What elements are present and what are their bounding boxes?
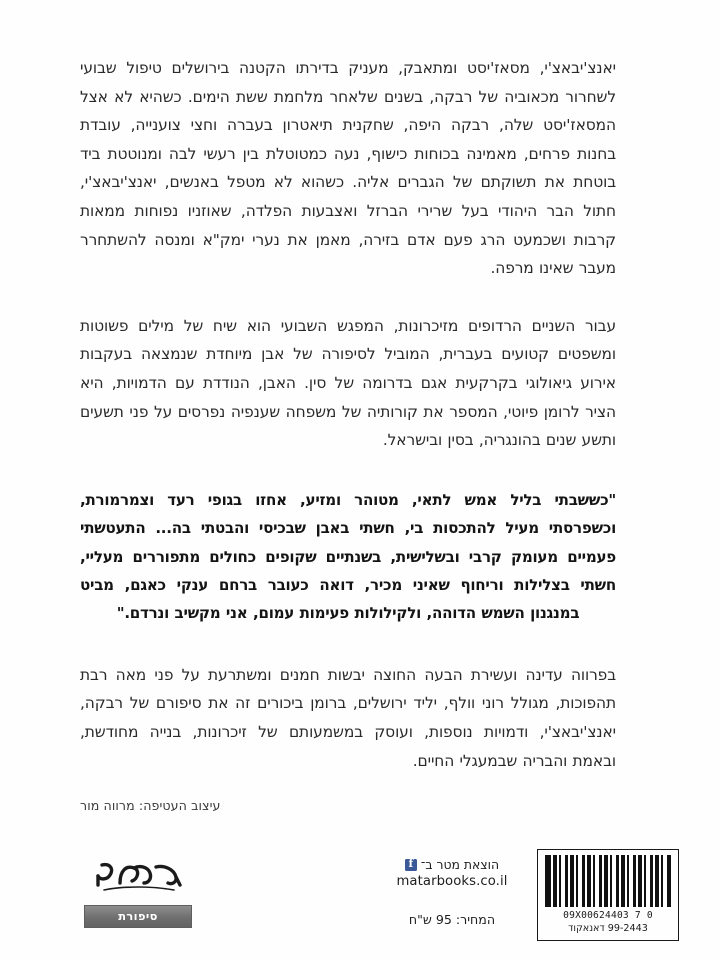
- publisher-logo-block: [72, 857, 204, 928]
- blurb-excerpt-quote: "כששבתי בליל אמש לתאי, מטוהר ומזיע, אחזו בגופי רעד וצמרמורת, וכשפרסתי מעיל להתכסות בי, חשתי באבן שבכיסי והבטתי בה... התעטשתי פעמיים מעומק קרבי ובשלישית, בשנתיים שקופים כחולים מתפוררים מעליי, חשתי בצלילות וריחוף שאיני מכיר, דואה כעובר ברחם ענקי כאגם, מביט במנגנון השמש הדוהה, ולקילולות פעימות עמום, אני מקשיב ונרדם.": [80, 490, 616, 623]
- matar-wordmark-logo: [72, 857, 204, 897]
- imprint-label-chip: סיפורת: [84, 905, 192, 928]
- barcode-block: [543, 855, 673, 934]
- blurb-text-block: [80, 54, 616, 775]
- publisher-facebook-label: הוצאת מטר ב־: [420, 857, 500, 872]
- blurb-paragraph-1: יאנצ'יבאצ'י, מסאז'יסט ומתאבק, מעניק בדירתו הקטנה בירושלים טיפול שבועי לשחרור מכאוביה של רבקה, בשנים שלאחר מלחמת ששת הימים. כשהיא לא אצל המסאז'יסט שלה, רבקה היפה, שחקנית תיאטרון בעברה וחצי צוענייה, עובדת בחנות פרחים, מאמינה בכוחות כישוף, נעה כמטוטלת בין רעשי לבה ומנוטטת ביד בוטחת את תשוקתם של הגברים אליה. כשהוא לא מטפל באנשים, יאנצ'יבאצ'י, חתול הבר היהודי בעל שרירי הברזל ואצבעות הפלדה, שאוזניו נפוחות ממאות קרבות ושכמעט הרג פעם אדם בזירה, מאמן את נערי ימק"א ומנסה להשתחרר מעבר שאינו מרפה.: [80, 59, 616, 278]
- blurb-paragraph-4: בפרווה עדינה ועשירת הבעה החוצה יבשות חמנים ומשתרעת על פני מאה רבת תהפוכות, מגולל רוני וולף, יליד ירושלים, ברומן ביכורים זה את סיפורם של רבקה, יאנצ'יבאצ'י, ודמויות נוספות, ועוסק במשמעותם של זיכרונות, בנייה מחודשת, ובאמת והבריה שבמעגלי החיים.: [80, 665, 616, 770]
- blurb-paragraph-2: עבור השניים הרדופים מזיכרונות, המפגש השבועי הוא שיח של מילים פשוטות ומשפטים קטועים בעברית, המוביל לסיפורה של אבן מיוחדת שנמצאה בעקבות אירוע גיאולוגי בקרקעית אגם בדרומה של סין. האבן, הנודדת עם הדמויות, היא הציר לרומן פיוטי, המספר את קורותיה של משפחה שענפיה נפרסים על פני תשעים ותשע שנים בהונגריה, בסין ובישראל.: [80, 316, 616, 450]
- publisher-facebook-line: [372, 857, 532, 872]
- barcode-number: 0 09X00624403 7: [563, 910, 653, 921]
- facebook-icon[interactable]: [405, 859, 417, 871]
- cover-designer-credit: עיצוב העטיפה: מרווה מור: [80, 798, 221, 813]
- publisher-website-link[interactable]: matarbooks.co.il: [396, 874, 508, 889]
- barcode-danacode: 99-2443 דאנאקוד: [568, 923, 648, 934]
- publisher-contact-block: [372, 857, 532, 927]
- price-label: המחיר: 95 ש"ח: [408, 912, 496, 927]
- barcode-bars-graphic: [545, 855, 671, 907]
- footer-band: [0, 845, 720, 960]
